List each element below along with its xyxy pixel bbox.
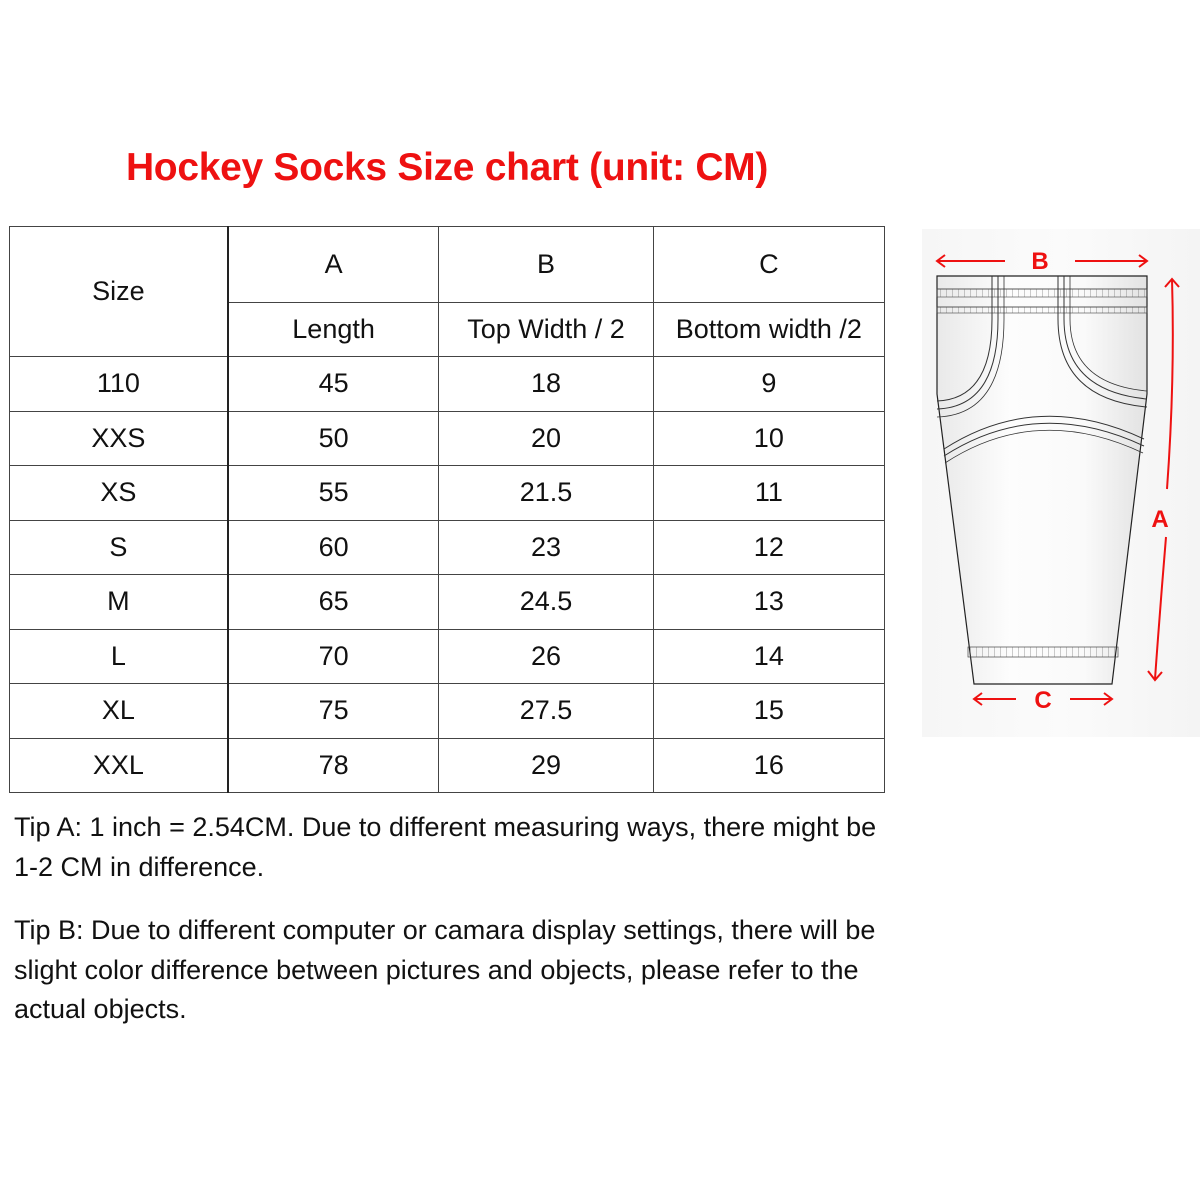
top-width-cell: 21.5 [439,466,653,521]
length-cell: 65 [228,575,439,630]
size-cell: XXL [10,738,228,793]
table-row [10,629,885,684]
table-row [10,684,885,739]
length-cell: 78 [228,738,439,793]
bottom-width-cell: 11 [653,466,884,521]
sock-measurement-diagram [922,229,1200,737]
top-width-cell: 23 [439,520,653,575]
length-a-arrow-icon [1148,279,1179,680]
bottom-width-cell: 9 [653,357,884,412]
header-row-letters [10,227,885,303]
bottom-width-cell: 16 [653,738,884,793]
column-a-letter: A [228,227,439,303]
size-cell: L [10,629,228,684]
size-cell: S [10,520,228,575]
bottom-width-cell: 10 [653,411,884,466]
tip-a-text: Tip A: 1 inch = 2.54CM. Due to different measuring ways, there might be 1-2 CM in difference. [14,812,877,882]
length-cell: 60 [228,520,439,575]
size-cell: XL [10,684,228,739]
column-b-letter: B [439,227,653,303]
size-cell: 110 [10,357,228,412]
top-width-cell: 29 [439,738,653,793]
bottom-width-cell: 14 [653,629,884,684]
size-cell: M [10,575,228,630]
table-row [10,520,885,575]
length-cell: 45 [228,357,439,412]
top-width-cell: 18 [439,357,653,412]
column-a-name: Length [228,303,439,357]
length-cell: 75 [228,684,439,739]
size-column-header: Size [10,227,228,357]
top-width-cell: 24.5 [439,575,653,630]
column-b-name: Top Width / 2 [439,303,653,357]
table-row [10,411,885,466]
table-row [10,738,885,793]
bottom-width-cell: 12 [653,520,884,575]
tips-section [14,808,894,1030]
bottom-width-cell: 13 [653,575,884,630]
top-width-cell: 26 [439,629,653,684]
label-a: A [1151,506,1169,533]
size-cell: XXS [10,411,228,466]
sock-outline-icon [937,276,1147,684]
length-cell: 50 [228,411,439,466]
column-c-name: Bottom width /2 [653,303,884,357]
table-row [10,357,885,412]
size-chart-table [9,226,885,793]
label-c: C [1034,687,1052,714]
column-c-letter: C [653,227,884,303]
table-row [10,575,885,630]
length-cell: 70 [228,629,439,684]
tip-b-text: Tip B: Due to different computer or camara display settings, there will be slight color difference between pictures and objects, please refer to the actual objects. [14,915,876,1024]
page-title: Hockey Socks Size chart (unit: CM) [125,146,769,189]
length-cell: 55 [228,466,439,521]
top-width-cell: 20 [439,411,653,466]
label-b: B [1031,248,1049,275]
size-cell: XS [10,466,228,521]
bottom-width-cell: 15 [653,684,884,739]
table-row [10,466,885,521]
top-width-cell: 27.5 [439,684,653,739]
